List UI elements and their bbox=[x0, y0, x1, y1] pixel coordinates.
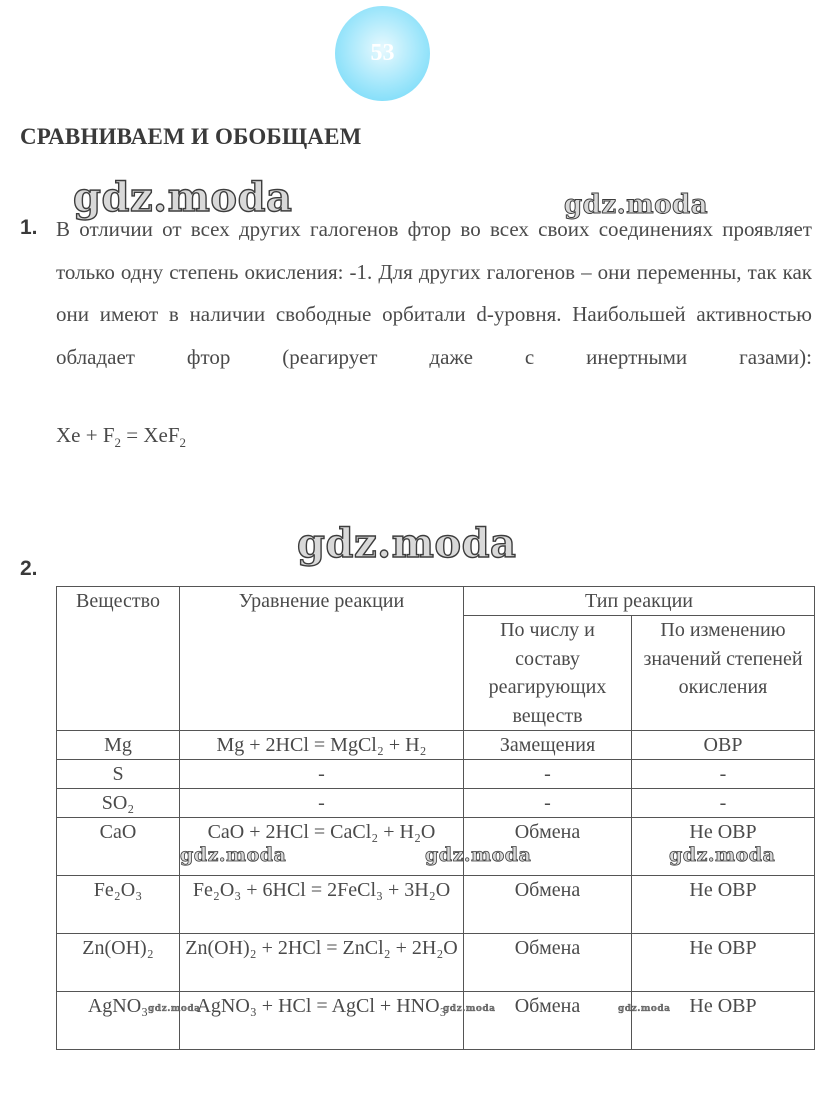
header-equation: Уравнение реакции bbox=[180, 587, 464, 731]
cell-by-oxidation: ОВР bbox=[632, 731, 815, 760]
cell-substance: SO₂ bbox=[57, 789, 180, 818]
task-2-number: 2. bbox=[20, 557, 38, 580]
reactions-table bbox=[56, 586, 815, 1050]
cell-equation: Zn(OH)₂ + 2HCl = ZnCl₂ + 2H₂O bbox=[180, 934, 464, 992]
watermark: gdz.moda bbox=[180, 844, 287, 866]
cell-by-number: Обмена bbox=[464, 992, 632, 1050]
cell-equation: Fe₂O₃ + 6HCl = 2FeCl₃ + 3H₂O bbox=[180, 876, 464, 934]
header-by-oxidation: По изменению значений степеней окисления bbox=[632, 616, 815, 731]
cell-equation: AgNO₃ + HCl = AgCl + HNO₃ bbox=[180, 992, 464, 1050]
cell-substance: CaO bbox=[57, 818, 180, 876]
task-1-text: В отличии от всех других галогенов фтор во всех своих соединениях проявляет только одну степень окисления: -1. Для других галогенов – они переменны, так как они имеют в наличии свободные орбитали d-уровня. Наибольшей активностью обладает фтор (реагирует даже с инертными газами): bbox=[56, 217, 812, 369]
table-row bbox=[57, 876, 815, 934]
cell-by-oxidation: Не ОВР bbox=[632, 818, 815, 876]
page-number-badge: 53 bbox=[335, 6, 430, 101]
cell-by-oxidation: Не ОВР bbox=[632, 992, 815, 1050]
cell-by-number: Обмена bbox=[464, 818, 632, 876]
cell-by-number: Обмена bbox=[464, 876, 632, 934]
cell-equation: CaO + 2HCl = CaCl₂ + H₂O bbox=[180, 818, 464, 876]
task-1-equation: $Xe + F_2 = XeF_2$ bbox=[56, 423, 187, 451]
watermark: gdz.moda bbox=[297, 520, 517, 567]
watermark: gdz.moda bbox=[564, 190, 709, 220]
table-row bbox=[57, 760, 815, 789]
task-1-number: 1. bbox=[20, 216, 38, 239]
header-reaction-type: Тип реакции bbox=[464, 587, 815, 616]
cell-by-oxidation: - bbox=[632, 789, 815, 818]
cell-substance: Fe₂O₃ bbox=[57, 876, 180, 934]
cell-by-number: Замещения bbox=[464, 731, 632, 760]
table-row bbox=[57, 818, 815, 876]
cell-substance: Zn(OH)₂ bbox=[57, 934, 180, 992]
cell-substance: AgNO₃ bbox=[57, 992, 180, 1050]
cell-by-oxidation: Не ОВР bbox=[632, 876, 815, 934]
watermark: gdz.moda bbox=[669, 844, 776, 866]
cell-by-oxidation: - bbox=[632, 760, 815, 789]
table-row bbox=[57, 992, 815, 1050]
watermark: gdz.moda bbox=[618, 1004, 671, 1014]
header-substance: Вещество bbox=[57, 587, 180, 731]
cell-equation: - bbox=[180, 789, 464, 818]
section-title: СРАВНИВАЕМ И ОБОБЩАЕМ bbox=[20, 124, 362, 149]
watermark: gdz.moda bbox=[148, 1004, 201, 1014]
table-row bbox=[57, 789, 815, 818]
table-row bbox=[57, 731, 815, 760]
table-row bbox=[57, 934, 815, 992]
cell-by-oxidation: Не ОВР bbox=[632, 934, 815, 992]
cell-equation: - bbox=[180, 760, 464, 789]
cell-substance: Mg bbox=[57, 731, 180, 760]
cell-by-number: Обмена bbox=[464, 934, 632, 992]
watermark: gdz.moda bbox=[425, 844, 532, 866]
cell-by-number: - bbox=[464, 789, 632, 818]
cell-equation: Mg + 2HCl = MgCl₂ + H₂ bbox=[180, 731, 464, 760]
header-by-number: По числу и составу реагирующих веществ bbox=[464, 616, 632, 731]
watermark: gdz.moda bbox=[73, 174, 293, 221]
cell-by-number: - bbox=[464, 760, 632, 789]
watermark: gdz.moda bbox=[443, 1004, 496, 1014]
cell-substance: S bbox=[57, 760, 180, 789]
